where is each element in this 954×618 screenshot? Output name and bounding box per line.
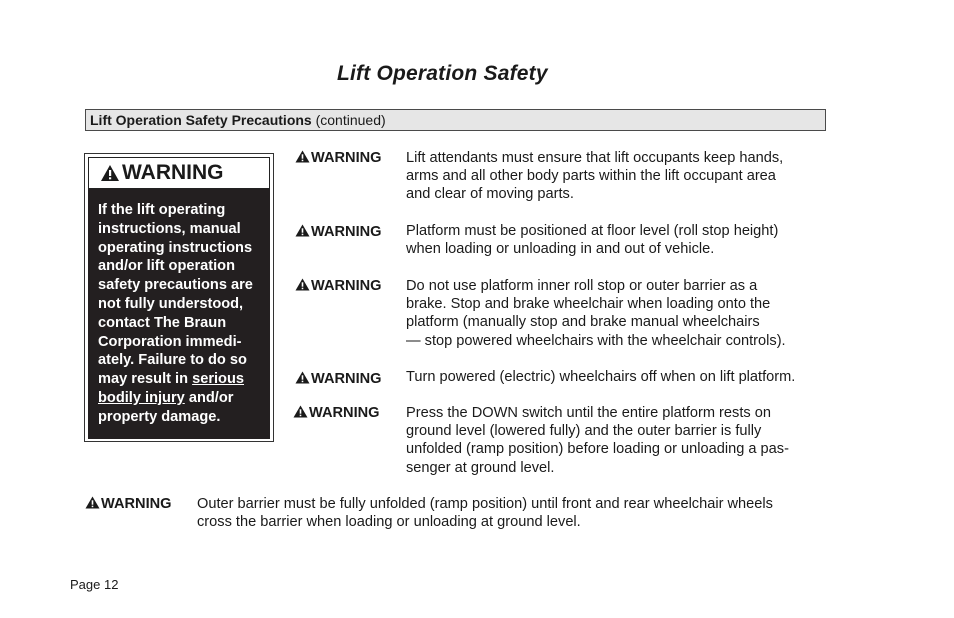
boxed-warning-line: operating instructions bbox=[98, 239, 253, 256]
boxed-warning-line: If the lift operating bbox=[98, 202, 226, 218]
underlined-text: bodily injury bbox=[98, 389, 185, 406]
section-suffix: (continued) bbox=[315, 112, 386, 128]
boxed-warning-line: contact The Braun bbox=[98, 314, 227, 331]
page-number: Page 12 bbox=[70, 577, 119, 592]
warning-label: WARNING bbox=[293, 404, 380, 422]
warning-text: Outer barrier must be fully unfolded (ramp position) until front and rear wheelchair wheels cross the barrier when loading or unloading at ground level. bbox=[197, 496, 773, 531]
boxed-warning-heading: WARNING bbox=[88, 157, 270, 189]
boxed-warning-line: instructions, manual bbox=[98, 220, 241, 237]
warning-label: WARNING bbox=[85, 495, 172, 513]
warning-text: Platform must be positioned at floor level (roll stop height) when loading or unloading in and out of vehicle. bbox=[406, 223, 779, 258]
warning-triangle-icon bbox=[100, 164, 120, 182]
warning-triangle-icon bbox=[295, 224, 310, 237]
boxed-warning bbox=[84, 153, 274, 442]
boxed-warning-line: safety precautions are bbox=[98, 277, 253, 294]
warning-triangle-icon bbox=[295, 278, 310, 291]
page-title: Lift Operation Safety bbox=[337, 62, 548, 85]
boxed-warning-line: ately. Failure to do so bbox=[98, 352, 247, 369]
warning-text: Do not use platform inner roll stop or outer barrier as a brake. Stop and brake wheelchair when loading onto the platform (manually stop and brake manual wheelchairs — stop powered wheelchairs with the wheelchair controls). bbox=[406, 278, 786, 349]
boxed-warning-line: Corporation immedi- bbox=[98, 333, 242, 350]
warning-triangle-icon bbox=[295, 150, 310, 163]
section-title: Lift Operation Safety Precautions bbox=[90, 112, 312, 128]
warning-text: Turn powered (electric) wheelchairs off when on lift platform. bbox=[406, 369, 796, 385]
boxed-warning-line: not fully understood, bbox=[98, 295, 244, 312]
warning-label: WARNING bbox=[295, 149, 382, 167]
warning-label: WARNING bbox=[295, 370, 382, 388]
warning-text: Press the DOWN switch until the entire platform rests on ground level (lowered fully) and the outer barrier is fully unfolded (ramp position) before loading or unloading a pas- senger at ground level. bbox=[406, 405, 789, 476]
boxed-warning-line: bodily injury and/or bbox=[98, 389, 234, 406]
warning-label: WARNING bbox=[295, 223, 382, 241]
warning-triangle-icon bbox=[293, 405, 308, 418]
boxed-warning-line: and/or lift operation bbox=[98, 258, 236, 275]
warning-text: Lift attendants must ensure that lift occupants keep hands, arms and all other body parts within the lift occupant area and clear of moving parts. bbox=[406, 150, 784, 203]
boxed-warning-line: property damage. bbox=[98, 408, 221, 425]
warning-triangle-icon bbox=[85, 496, 100, 509]
boxed-warning-line: may result in serious bbox=[98, 371, 245, 388]
section-header bbox=[85, 109, 826, 131]
underlined-text: serious bbox=[192, 371, 245, 388]
warning-label: WARNING bbox=[295, 277, 382, 295]
boxed-warning-body bbox=[88, 189, 270, 439]
warning-triangle-icon bbox=[295, 371, 310, 384]
